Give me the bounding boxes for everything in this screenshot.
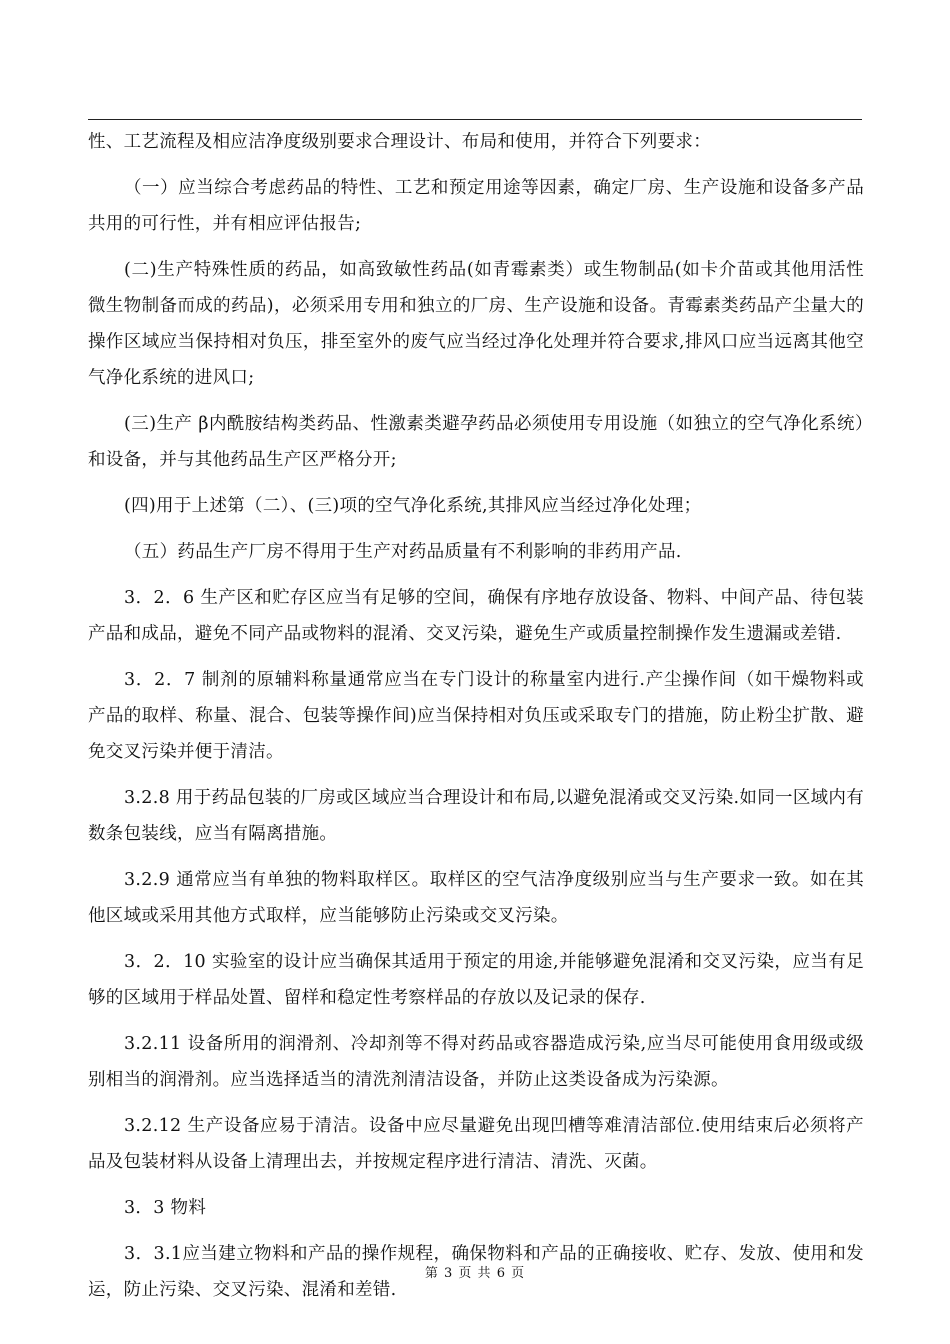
paragraph: 3.2.9 通常应当有单独的物料取样区。取样区的空气洁净度级别应当与生产要求一致。如在其他区域或采用其他方式取样，应当能够防止污染或交叉污染。 [88, 870, 864, 926]
paragraph: 3．2．10 实验室的设计应当确保其适用于预定的用途,并能够避免混淆和交叉污染，应当有足够的区域用于样品处置、留样和稳定性考察样品的存放以及记录的保存. [88, 952, 864, 1008]
paragraph: （五）药品生产厂房不得用于生产对药品质量有不利影响的非药用产品. [124, 542, 682, 562]
paragraph: 3．2．7 制剂的原辅料称量通常应当在专门设计的称量室内进行.产尘操作间（如干燥物料或产品的取样、称量、混合、包装等操作间)应当保持相对负压或采取专门的措施，防止粉尘扩散、避免交叉污染并便于清洁。 [88, 670, 864, 762]
section-heading: 3．3 物料 [124, 1198, 207, 1218]
paragraph: 3.2.11 设备所用的润滑剂、冷却剂等不得对药品或容器造成污染,应当尽可能使用食用级或级别相当的润滑剂。应当选择适当的清洗剂清洁设备，并防止这类设备成为污染源。 [88, 1034, 864, 1090]
paragraph: （一）应当综合考虑药品的特性、工艺和预定用途等因素，确定厂房、生产设施和设备多产品共用的可行性，并有相应评估报告; [88, 178, 864, 234]
paragraph: 3．2．6 生产区和贮存区应当有足够的空间，确保有序地存放设备、物料、中间产品、待包装产品和成品，避免不同产品或物料的混淆、交叉污染，避免生产或质量控制操作发生遗漏或差错. [88, 588, 864, 644]
paragraph: 3．3.1应当建立物料和产品的操作规程，确保物料和产品的正确接收、贮存、发放、使用和发运，防止污染、交叉污染、混淆和差错. [88, 1244, 864, 1300]
document-body [88, 124, 864, 1318]
header-rule [88, 119, 862, 120]
page-footer: 第 3 页 共 6 页 [424, 1266, 526, 1281]
paragraph: (四)用于上述第（二）、(三)项的空气净化系统,其排风应当经过净化处理； [124, 496, 702, 516]
paragraph: 性、工艺流程及相应洁净度级别要求合理设计、布局和使用，并符合下列要求： [88, 132, 711, 152]
paragraph: 3.2.8 用于药品包装的厂房或区域应当合理设计和布局,以避免混淆或交叉污染.如同一区域内有数条包装线，应当有隔离措施。 [88, 788, 865, 844]
paragraph: 3.2.12 生产设备应易于清洁。设备中应尽量避免出现凹槽等难清洁部位.使用结束后必须将产品及包装材料从设备上清理出去，并按规定程序进行清洁、清洗、灭菌。 [88, 1116, 864, 1172]
paragraph: (三)生产 β内酰胺结构类药品、性激素类避孕药品必须使用专用设施（如独立的空气净化系统）和设备，并与其他药品生产区严格分开; [88, 414, 864, 470]
paragraph: (二)生产特殊性质的药品，如高致敏性药品(如青霉素类）或生物制品(如卡介苗或其他用活性微生物制备而成的药品)，必须采用专用和独立的厂房、生产设施和设备。青霉素类药品产尘量大的操作区域应当保持相对负压，排至室外的废气应当经过净化处理并符合要求,排风口应当远离其他空气净化系统的进风口; [88, 260, 864, 388]
